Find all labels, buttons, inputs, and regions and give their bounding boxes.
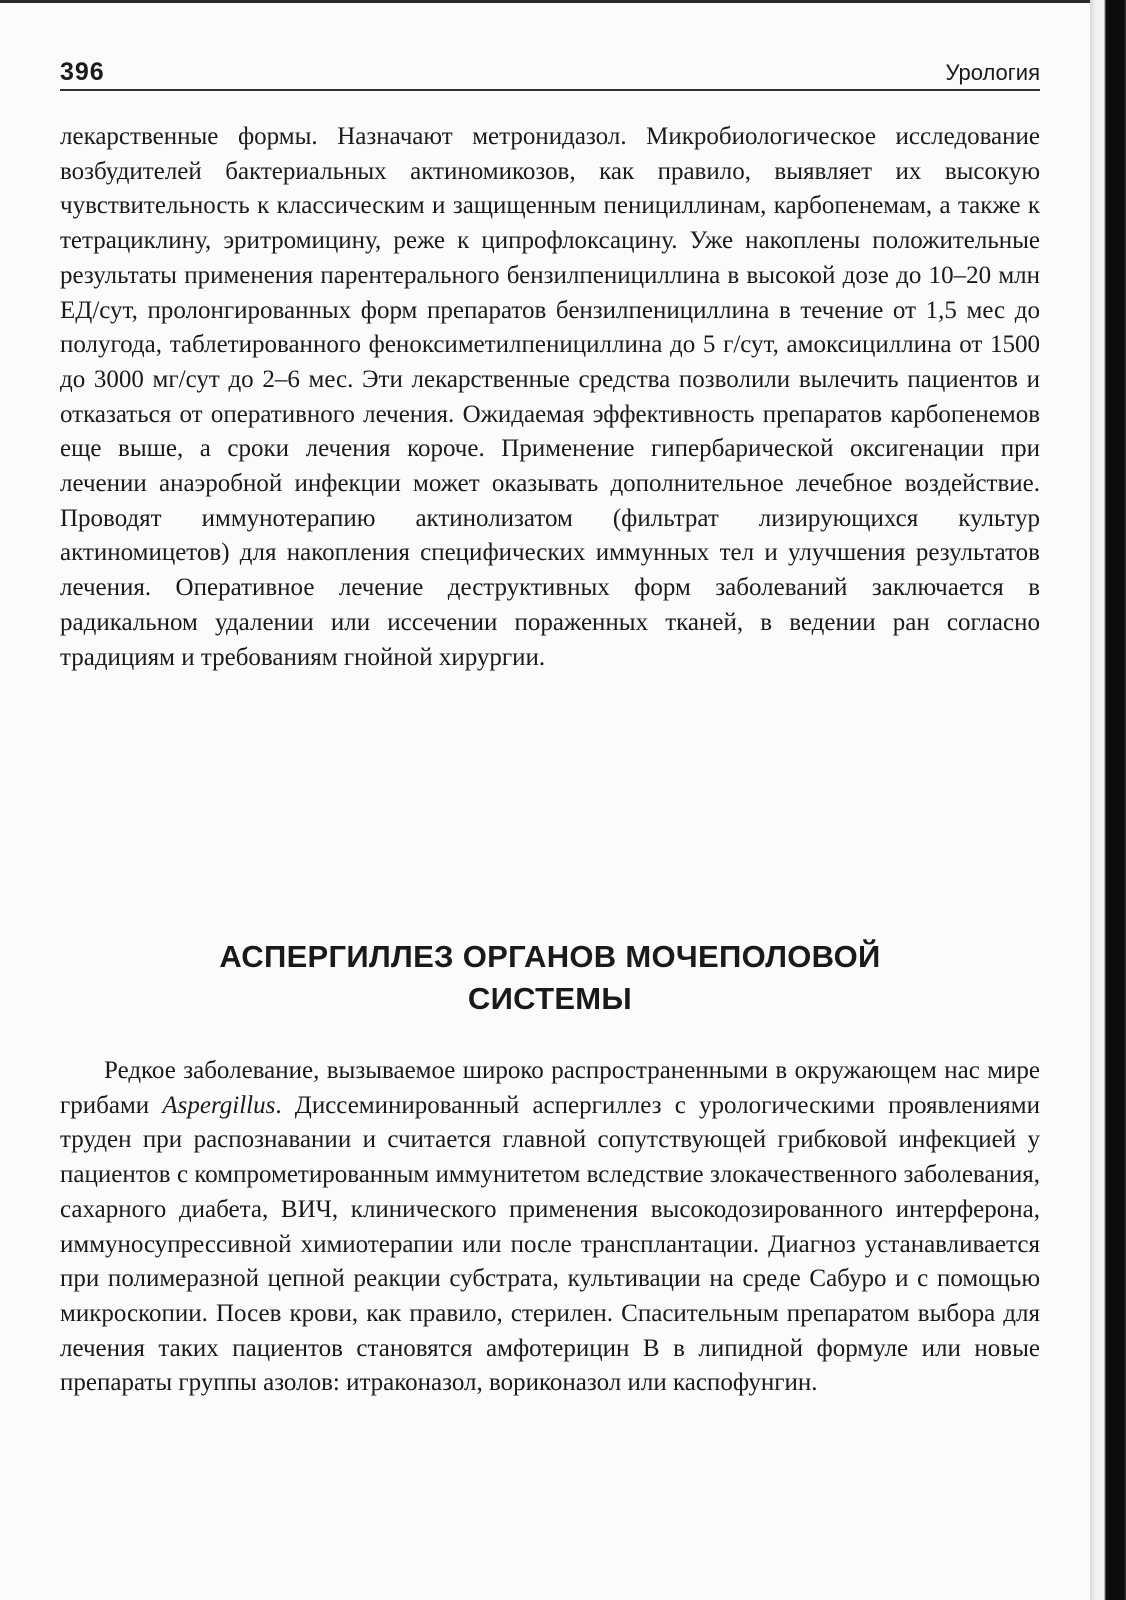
scan-top-edge	[0, 0, 1090, 3]
running-head: Урология	[945, 60, 1040, 85]
section-heading	[60, 936, 1040, 1020]
latin-term: Aspergillus	[162, 1091, 276, 1119]
section-heading-line: АСПЕРГИЛЛЕЗ ОРГАНОВ МОЧЕПОЛОВОЙ	[219, 939, 881, 974]
page-header	[60, 56, 1040, 92]
header-rule	[60, 89, 1040, 91]
body-paragraph: лекарственные формы. Назначают метронидазол. Микробиологическое исследование возбудителей бактериальных актиномикозов, как правило, выявляет их высокую чувствительность к классическим и защищенным пенициллинам, карбопенемам, а также к тетрациклину, эритромицину, реже к ципрофлоксацину. Уже накоплены положительные результаты применения парентерального бензилпенициллина в высокой дозе до 10–20 млн ЕД/сут, пролонгированных форм препаратов бензилпенициллина в течение от 1,5 мес до полугода, таблетированного феноксиметилпенициллина до 5 г/сут, амоксициллина от 1500 до 3000 мг/сут до 2–6 мес. Эти лекарственные средства позволили вылечить пациентов и отказаться от оперативного лечения. Ожидаемая эффективность препаратов карбопенемов еще выше, а сроки лечения короче. Применение гипербарической оксигенации при лечении анаэробной инфекции может оказывать дополнительное лечебное воздействие. Проводят иммунотерапию актинолизатом (фильтрат лизирующихся культур актиномицетов) для накопления специфических иммунных тел и улучшения результатов лечения. Оперативное лечение деструктивных форм заболеваний заключается в радикальном удалении или иссечении пораженных тканей, в ведении ран согласно традициям и требованиям гнойной хирургии.	[60, 123, 1040, 671]
section-paragraph-rest: . Диссеминированный аспергиллез с урологическими проявлениями труден при распознавании и считается главной сопутствующей грибковой инфекцией у пациентов с компрометированным иммунитетом вследствие злокачественного заболевания, сахарного диабета, ВИЧ, клинического применения высокодозированного интерферона, иммуносупрессивной химиотерапии или после трансплантации. Диагноз устанавливается при полимеразной цепной реакции субстрата, культивации на среде Сабуро и с помощью микроскопии. Посев крови, как правило, стерилен. Спасительным препаратом выбора для лечения таких пациентов становятся амфотерицин В в липидной формуле или новые препараты группы азолов: итраконазол, вориконазол или каспофунгин.	[60, 1091, 1040, 1397]
section-heading-line: СИСТЕМЫ	[467, 981, 633, 1016]
section-paragraph	[60, 1054, 1040, 1401]
page-number: 396	[60, 58, 105, 86]
scan-right-edge	[1090, 0, 1126, 1600]
section-paragraph-start: Редкое заболевание, вызываемое широко распространенными в окружающем нас мире грибами	[60, 1057, 1040, 1119]
